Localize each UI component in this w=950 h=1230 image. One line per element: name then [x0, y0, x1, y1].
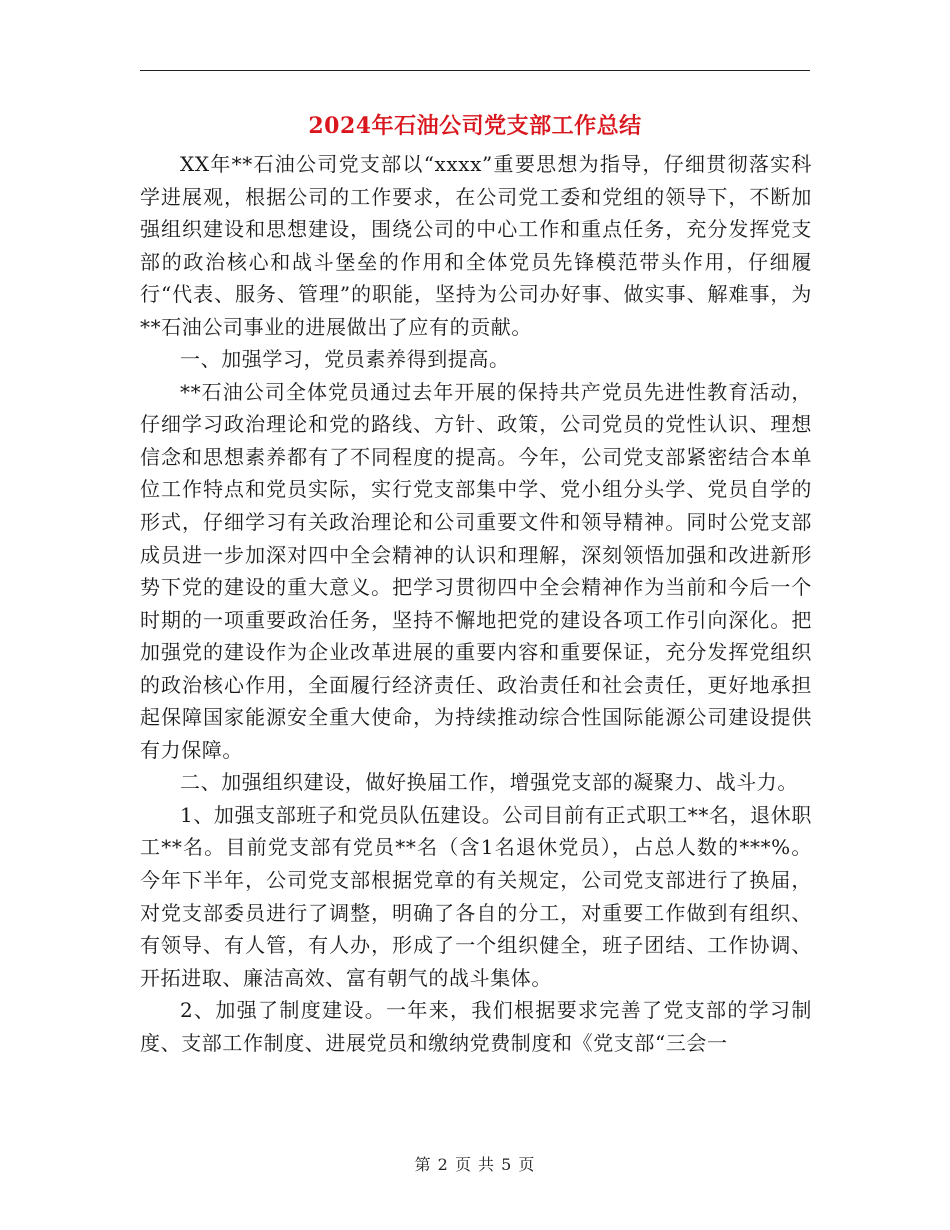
paragraph: 1、加强支部班子和党员队伍建设。公司目前有正式职工**名，退休职工**名。目前党支部有党员**名（含1名退休党员），占总人数的***%。今年下半年，公司党支部根据党章的有关规定，公司党支部进行了换届，对党支部委员进行了调整，明确了各自的分工，对重要工作做到有组织、有领导、有人管，有人办，形成了一个组织健全，班子团结、工作协调、开拓进取、廉洁高效、富有朝气的战斗集体。 — [140, 802, 812, 990]
document-title: 2024年石油公司党支部工作总结 — [308, 113, 642, 139]
page-footer: 第 2 页 共 5 页 — [414, 1155, 536, 1174]
paragraph: 2、加强了制度建设。一年来，我们根据要求完善了党支部的学习制度、支部工作制度、进展党员和缴纳党费制度和《党支部“三会一 — [140, 998, 812, 1055]
paragraph: XX年**石油公司党支部以“xxxx”重要思想为指导，仔细贯彻落实科学进展观，根据公司的工作要求，在公司党工委和党组的领导下，不断加强组织建设和思想建设，围绕公司的中心工作和重点任务，充分发挥党支部的政治核心和战斗堡垒的作用和全体党员先锋模范带头作用，仔细履行“代表、服务、管理”的职能，坚持为公司办好事、做实事、解难事，为**石油公司事业的进展做出了应有的贡献。 — [140, 152, 812, 339]
header-rule — [140, 70, 810, 71]
section-heading: 二、加强组织建设，做好换届工作，增强党支部的凝聚力、战斗力。 — [180, 770, 798, 795]
paragraph: **石油公司全体党员通过去年开展的保持共产党员先进性教育活动，仔细学习政治理论和党的路线、方针、政策，公司党员的党性认识、理想信念和思想素养都有了不同程度的提高。今年，公司党支部紧密结合本单位工作特点和党员实际，实行党支部集中学、党小组分头学、党员自学的形式，仔细学习有关政治理论和公司重要文件和领导精神。同时公党支部成员进一步加深对四中全会精神的认识和理解，深刻领悟加强和改进新形势下党的建设的重大意义。把学习贯彻四中全会精神作为当前和今后一个时期的一项重要政治任务，坚持不懈地把党的建设各项工作引向深化。把加强党的建设作为企业改革进展的重要内容和重要保证，充分发挥党组织的政治核心作用，全面履行经济责任、政治责任和社会责任，更好地承担起保障国家能源安全重大使命，为持续推动综合性国际能源公司建设提供有力保障。 — [140, 379, 812, 762]
document-body — [140, 148, 812, 1059]
section-heading: 一、加强学习，党员素养得到提高。 — [180, 347, 510, 372]
